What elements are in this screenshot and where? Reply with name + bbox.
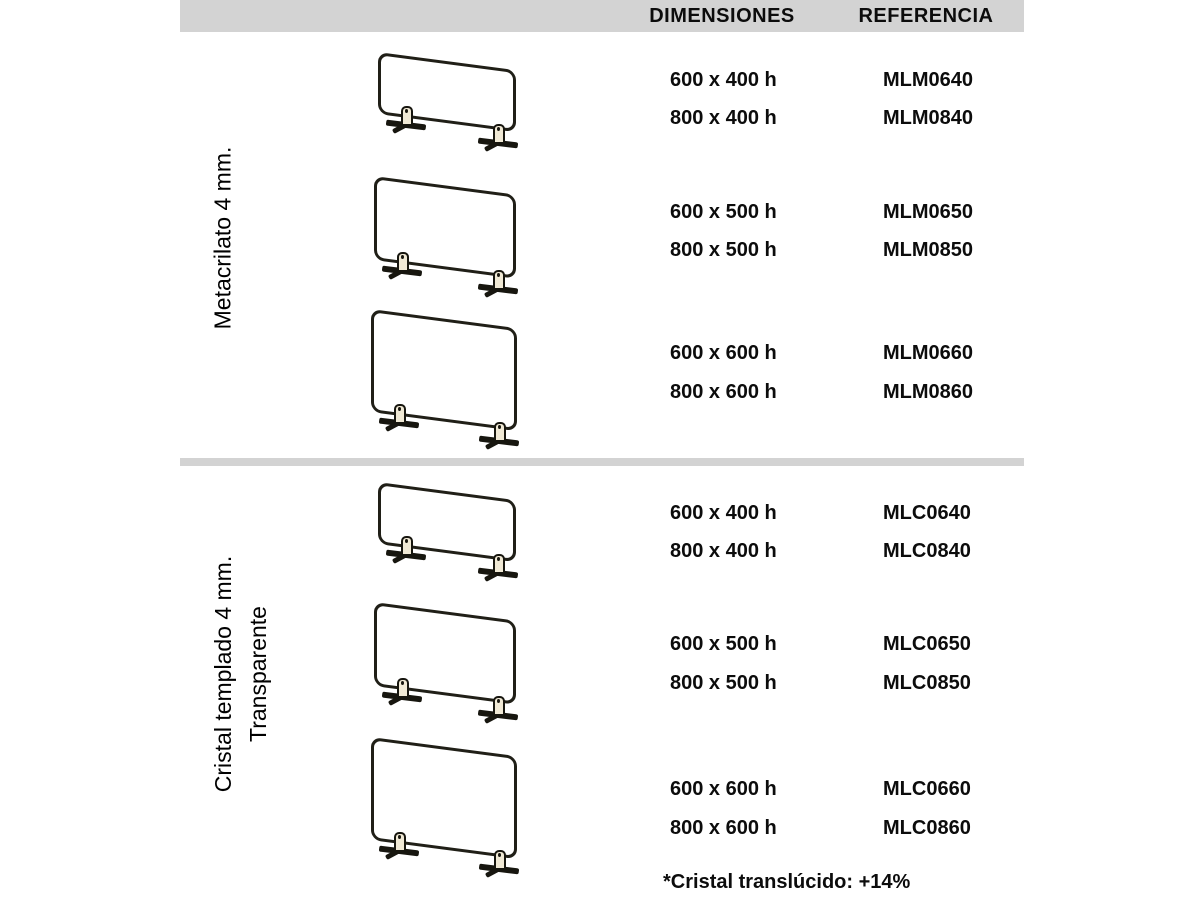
reference-cell: MLC0660 — [883, 778, 971, 800]
table-row — [0, 107, 1200, 129]
table-row — [0, 201, 1200, 223]
reference-cell: MLC0640 — [883, 502, 971, 524]
foot-clamp — [493, 270, 505, 290]
clamp-foot — [479, 850, 521, 876]
dimension-cell: 600 x 400 h — [670, 502, 777, 524]
foot-clamp — [493, 696, 505, 716]
column-header-referencia: REFERENCIA — [858, 5, 994, 27]
table-row — [0, 672, 1200, 694]
table-row — [0, 778, 1200, 800]
table-row — [0, 342, 1200, 364]
foot-clamp — [394, 404, 406, 424]
section-label-cristal-line2: Transparente — [245, 606, 271, 742]
dimension-cell: 800 x 500 h — [670, 239, 777, 261]
reference-cell: MLM0640 — [883, 69, 974, 91]
dimension-cell: 600 x 500 h — [670, 201, 777, 223]
clamp-foot — [379, 404, 421, 430]
reference-cell: MLC0840 — [883, 540, 971, 562]
table-row — [0, 633, 1200, 655]
dimension-cell: 600 x 500 h — [670, 633, 777, 655]
dimension-cell: 800 x 600 h — [670, 381, 777, 403]
reference-cell: MLC0860 — [883, 817, 971, 839]
reference-cell: MLM0650 — [883, 201, 974, 223]
reference-cell: MLC0850 — [883, 672, 971, 694]
table-row — [0, 502, 1200, 524]
reference-cell: MLM0660 — [883, 342, 974, 364]
table-row — [0, 239, 1200, 261]
table-row — [0, 381, 1200, 403]
dimension-cell: 600 x 600 h — [670, 342, 777, 364]
section-label-metacrilato: Metacrilato 4 mm. — [209, 146, 236, 330]
section-divider — [180, 458, 1024, 466]
clamp-foot — [478, 696, 520, 722]
reference-cell: MLM0860 — [883, 381, 974, 403]
column-header-dimensiones: DIMENSIONES — [649, 5, 795, 27]
dimension-cell: 800 x 500 h — [670, 672, 777, 694]
dimension-cell: 800 x 400 h — [670, 540, 777, 562]
clamp-foot — [478, 270, 520, 296]
footnote: *Cristal translúcido: +14% — [663, 871, 911, 893]
table-row — [0, 817, 1200, 839]
clamp-foot — [479, 422, 521, 448]
reference-cell: MLM0850 — [883, 239, 974, 261]
table-row — [0, 540, 1200, 562]
section-label-cristal-line1: Cristal templado 4 mm. — [210, 555, 236, 793]
reference-cell: MLM0840 — [883, 107, 974, 129]
dimension-cell: 800 x 400 h — [670, 107, 777, 129]
dimension-cell: 600 x 400 h — [670, 69, 777, 91]
foot-clamp — [494, 850, 506, 870]
reference-cell: MLC0650 — [883, 633, 971, 655]
foot-clamp — [494, 422, 506, 442]
dimension-cell: 800 x 600 h — [670, 817, 777, 839]
dimension-cell: 600 x 600 h — [670, 778, 777, 800]
table-row — [0, 69, 1200, 91]
